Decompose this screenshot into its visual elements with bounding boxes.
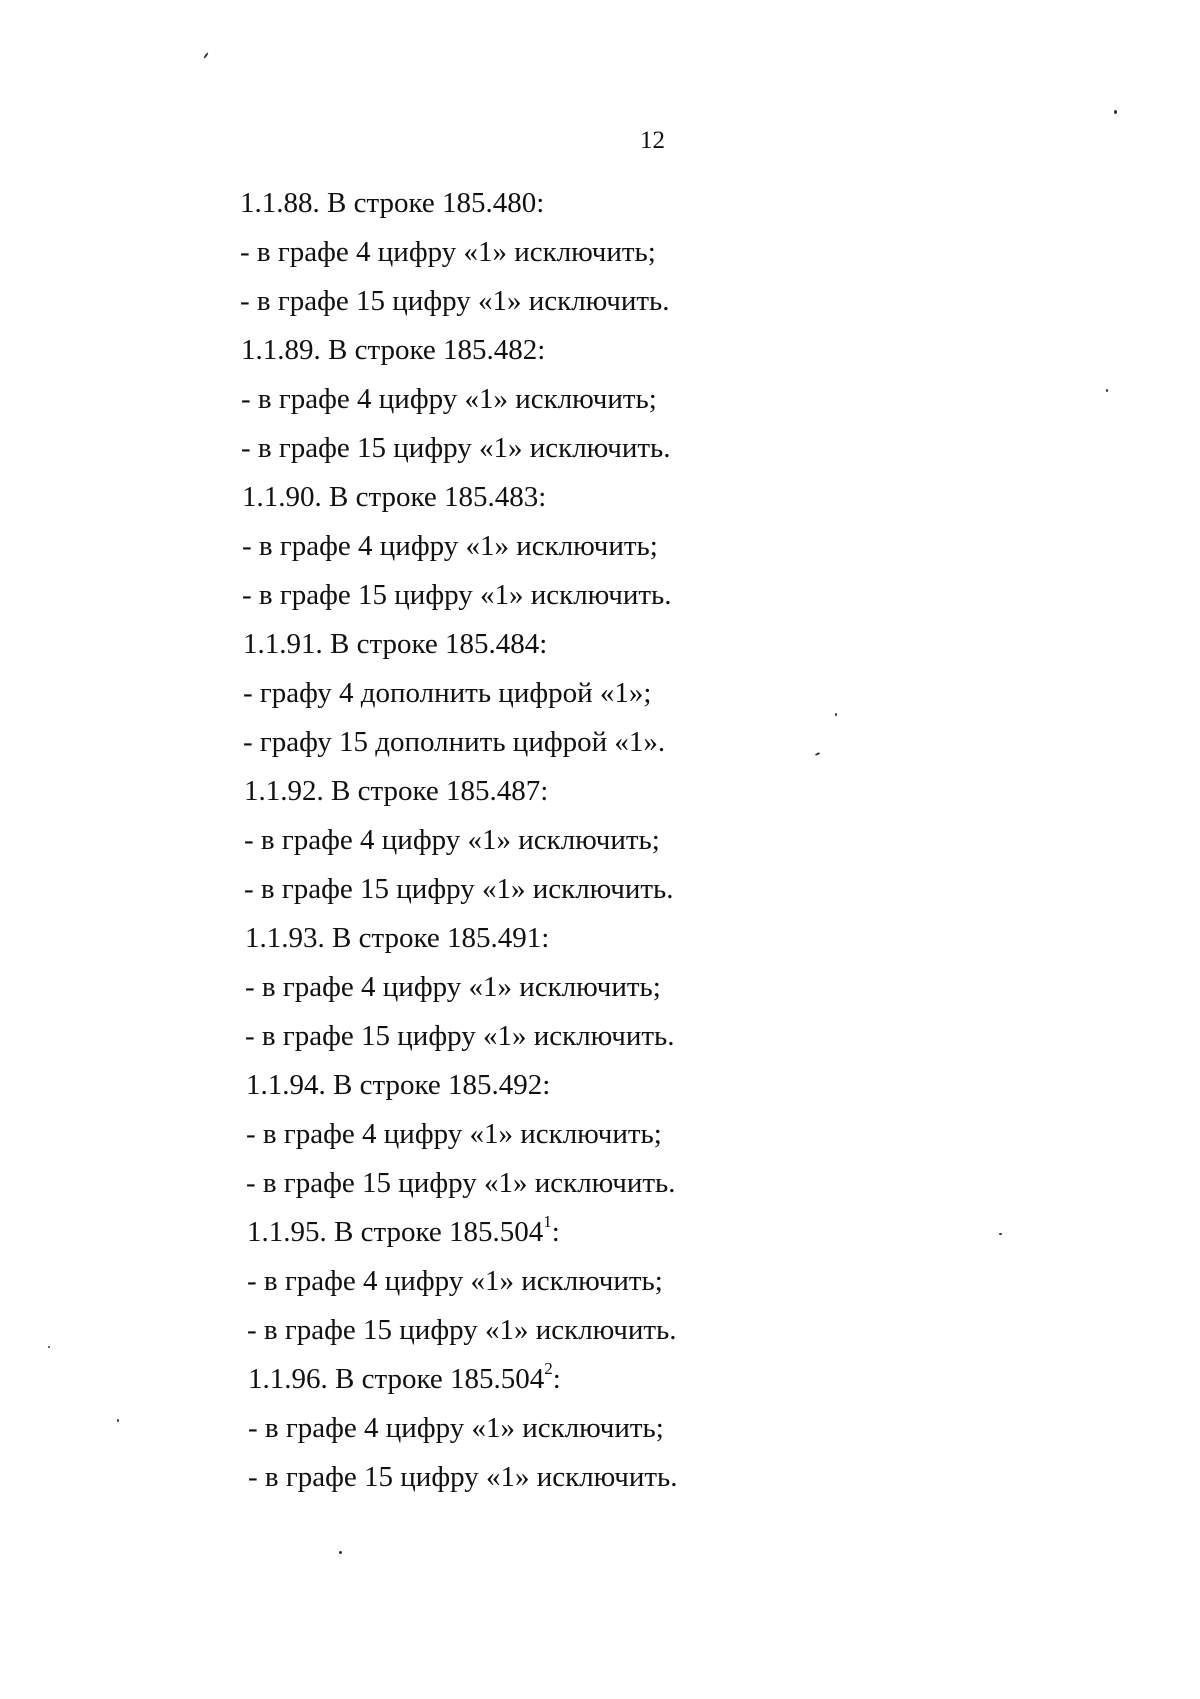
amendment-item: - графу 15 дополнить цифрой «1». [243,726,666,758]
amendment-prefix: В строке [328,334,436,366]
row-number: 185.480 [441,187,537,219]
amendment-item: - в графе 4 цифру «1» исключить; [242,530,658,562]
amendment-prefix: В строке [329,481,437,513]
amendment-prefix: В строке [331,775,439,807]
amendment-heading [243,626,547,662]
scan-speck [835,713,837,716]
amendment-number: 1.1.93. [245,922,325,954]
page-number: 12 [640,127,665,154]
amendment-number: 1.1.89. [241,334,321,366]
scan-speck [999,1233,1002,1235]
amendment-heading [241,332,545,368]
amendment-item: - в графе 4 цифру «1» исключить; [244,824,660,856]
amendment-item: - графу 4 дополнить цифрой «1»; [243,677,652,709]
amendment-heading [240,185,544,221]
amendment-number: 1.1.88. [240,187,320,219]
row-number: 185.482 [442,334,538,366]
heading-colon: : [539,628,548,660]
amendment-item: - в графе 15 цифру «1» исключить. [246,1167,676,1199]
amendment-heading [244,773,548,809]
amendment-prefix: В строке [333,1069,441,1101]
heading-colon: : [540,775,549,807]
row-number: 185.504 [448,1216,544,1248]
amendment-item: - в графе 4 цифру «1» исключить; [245,971,661,1003]
amendment-prefix: В строке [334,1216,442,1248]
amendment-number: 1.1.95. [247,1216,327,1248]
heading-colon: : [541,922,550,954]
scan-speck [117,1419,119,1422]
heading-colon: : [552,1363,561,1395]
amendment-heading [248,1361,561,1397]
amendment-number: 1.1.91. [243,628,323,660]
row-number: 185.492 [447,1069,543,1101]
row-superscript: 2 [544,1359,553,1379]
amendment-prefix: В строке [327,187,435,219]
row-number: 185.484 [444,628,540,660]
heading-colon: : [536,187,545,219]
amendment-item: - в графе 15 цифру «1» исключить. [247,1314,677,1346]
row-number: 185.483 [443,481,539,513]
amendment-item: - в графе 15 цифру «1» исключить. [240,285,670,317]
amendment-item: - в графе 4 цифру «1» исключить; [240,236,656,268]
scan-speck [339,1551,342,1554]
amendment-item: - в графе 15 цифру «1» исключить. [242,579,672,611]
row-number: 185.504 [449,1363,545,1395]
scan-speck [48,1346,50,1348]
amendment-heading [247,1214,560,1250]
scan-speck [1106,389,1108,392]
amendment-item: - в графе 4 цифру «1» исключить; [248,1412,664,1444]
amendment-heading [245,920,549,956]
amendment-item: - в графе 15 цифру «1» исключить. [248,1461,678,1493]
amendment-prefix: В строке [332,922,440,954]
amendment-heading [246,1067,550,1103]
amendment-item: - в графе 4 цифру «1» исключить; [247,1265,663,1297]
amendment-heading [242,479,546,515]
heading-colon: : [551,1216,560,1248]
amendment-number: 1.1.96. [248,1363,328,1395]
amendment-prefix: В строке [330,628,438,660]
row-superscript: 1 [543,1212,552,1232]
amendment-prefix: В строке [335,1363,443,1395]
row-number: 185.491 [446,922,542,954]
amendment-item: - в графе 4 цифру «1» исключить; [246,1118,662,1150]
heading-colon: : [542,1069,551,1101]
scan-speck [1114,110,1117,114]
heading-colon: : [537,334,546,366]
amendment-item: - в графе 15 цифру «1» исключить. [244,873,674,905]
amendment-number: 1.1.94. [246,1069,326,1101]
row-number: 185.487 [445,775,541,807]
amendment-item: - в графе 15 цифру «1» исключить. [241,432,671,464]
amendment-item: - в графе 15 цифру «1» исключить. [245,1020,675,1052]
amendment-number: 1.1.92. [244,775,324,807]
amendment-number: 1.1.90. [242,481,322,513]
amendment-item: - в графе 4 цифру «1» исключить; [241,383,657,415]
heading-colon: : [538,481,547,513]
